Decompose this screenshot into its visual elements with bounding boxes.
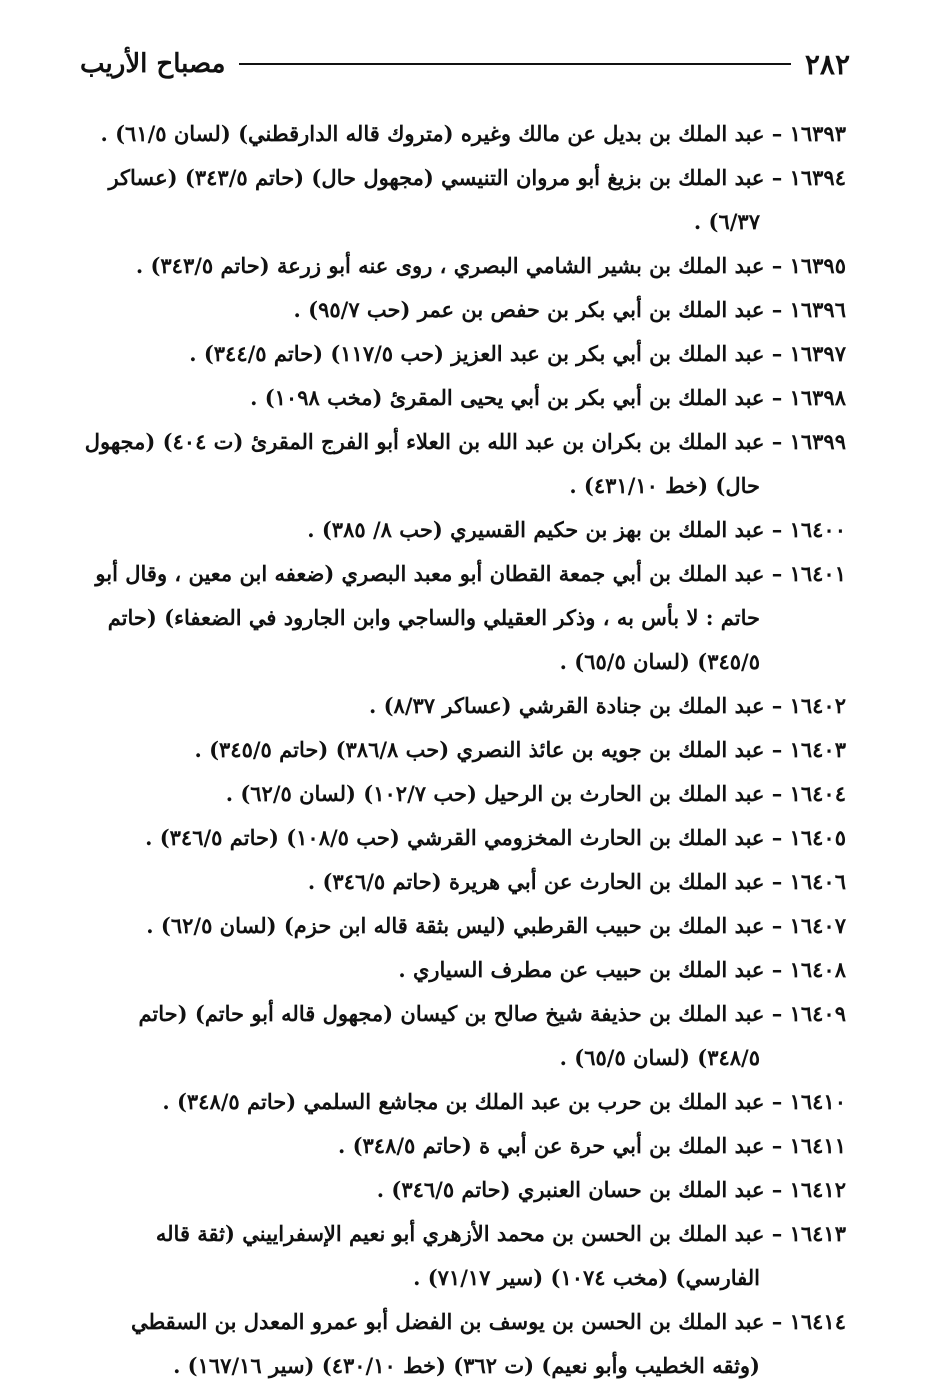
entries-list <box>78 112 846 1388</box>
entry: ١٦٣٩٦ – عبد الملك بن أبي بكر بن حفص بن عمر (حب ٩٥/٧) . <box>293 297 846 322</box>
entry: ١٦٣٩٨ – عبد الملك بن أبي بكر بن أبي يحيى المقرئ (مخب ١٠٩٨) . <box>250 385 846 410</box>
entry: ١٦٣٩٤ – عبد الملك بن بزيغ أبو مروان التنيسي (مجهول حال) (حاتم ٣٤٣/٥) (عساكر ٦/٣٧) . <box>108 165 846 234</box>
entry: ١٦٣٩٧ – عبد الملك بن أبي بكر بن عبد العزيز (حب ١١٧/٥) (حاتم ٣٤٤/٥) . <box>189 341 846 366</box>
entry: ١٦٤١٠ – عبد الملك بن حرب بن عبد الملك بن مجاشع السلمي (حاتم ٣٤٨/٥) . <box>162 1089 846 1114</box>
book-title: مصباح الأريب <box>80 49 226 79</box>
entry: ١٦٤١٣ – عبد الملك بن الحسن بن محمد الأزهري أبو نعيم الإسفراييني (ثقة قاله الفارسي) (مخب ١٠٧٤) (سير ٧١/١٧) . <box>155 1221 846 1290</box>
entry: ١٦٤٠١ – عبد الملك بن أبي جمعة القطان أبو معبد البصري (ضعفه ابن معين ، وقال أبو حاتم : لا بأس به ، وذكر العقيلي والساجي وابن الجارود في الضعفاء) (حاتم ٣٤٥/٥) (لسان ٦٥/٥) . <box>95 561 846 674</box>
entry: ١٦٤٠٤ – عبد الملك بن الحارث بن الرحيل (حب ١٠٢/٧) (لسان ٦٢/٥) . <box>225 781 846 806</box>
entry: ١٦٤٠٧ – عبد الملك بن حبيب القرطبي (ليس بثقة قاله ابن حزم) (لسان ٦٢/٥) . <box>146 913 846 938</box>
page-number: ٢٨٢ <box>804 47 850 81</box>
entry: ١٦٤٠٨ – عبد الملك بن حبيب عن مطرف السياري . <box>398 957 846 982</box>
entry: ١٦٤١٢ – عبد الملك بن حسان العنبري (حاتم ٣٤٦/٥) . <box>376 1177 846 1202</box>
entry: ١٦٤٠٣ – عبد الملك بن جويه بن عائذ النصري (حب ٣٨٦/٨) (حاتم ٣٤٥/٥) . <box>194 737 846 762</box>
entry: ١٦٤٠٦ – عبد الملك بن الحارث عن أبي هريرة (حاتم ٣٤٦/٥) . <box>307 869 846 894</box>
entry: ١٦٣٩٩ – عبد الملك بن بكران بن عبد الله بن العلاء أبو الفرج المقرئ (ت ٤٠٤) (مجهول حال) (خط ٤٣١/١٠) . <box>84 429 846 498</box>
entry: ١٦٤١١ – عبد الملك بن أبي حرة عن أبي ة (حاتم ٣٤٨/٥) . <box>337 1133 846 1158</box>
header-rule <box>239 63 790 65</box>
entry: ١٦٤٠٩ – عبد الملك بن حذيفة شيخ صالح بن كيسان (مجهول قاله أبو حاتم) (حاتم ٣٤٨/٥) (لسان ٦٥/٥) . <box>138 1001 846 1070</box>
entry: ١٦٤٠٥ – عبد الملك بن الحارث المخزومي القرشي (حب ١٠٨/٥) (حاتم ٣٤٦/٥) . <box>145 825 846 850</box>
entry: ١٦٤٠٢ – عبد الملك بن جنادة القرشي (عساكر ٨/٣٧) . <box>368 693 846 718</box>
entry: ١٦٣٩٣ – عبد الملك بن بديل عن مالك وغيره (متروك قاله الدارقطني) (لسان ٦١/٥) . <box>100 121 846 146</box>
page-header <box>80 40 850 88</box>
entry: ١٦٣٩٥ – عبد الملك بن بشير الشامي البصري ، روى عنه أبو زرعة (حاتم ٣٤٣/٥) . <box>135 253 846 278</box>
entry: ١٦٤٠٠ – عبد الملك بن بهز بن حكيم القسيري (حب ٨/ ٣٨٥) . <box>307 517 846 542</box>
entry: ١٦٤١٤ – عبد الملك بن الحسن بن يوسف بن الفضل أبو عمرو المعدل بن السقطي (وثقه الخطيب وأبو نعيم) (ت ٣٦٢) (خط ٤٣٠/١٠) (سير ١٦٧/١٦) . <box>130 1309 846 1378</box>
